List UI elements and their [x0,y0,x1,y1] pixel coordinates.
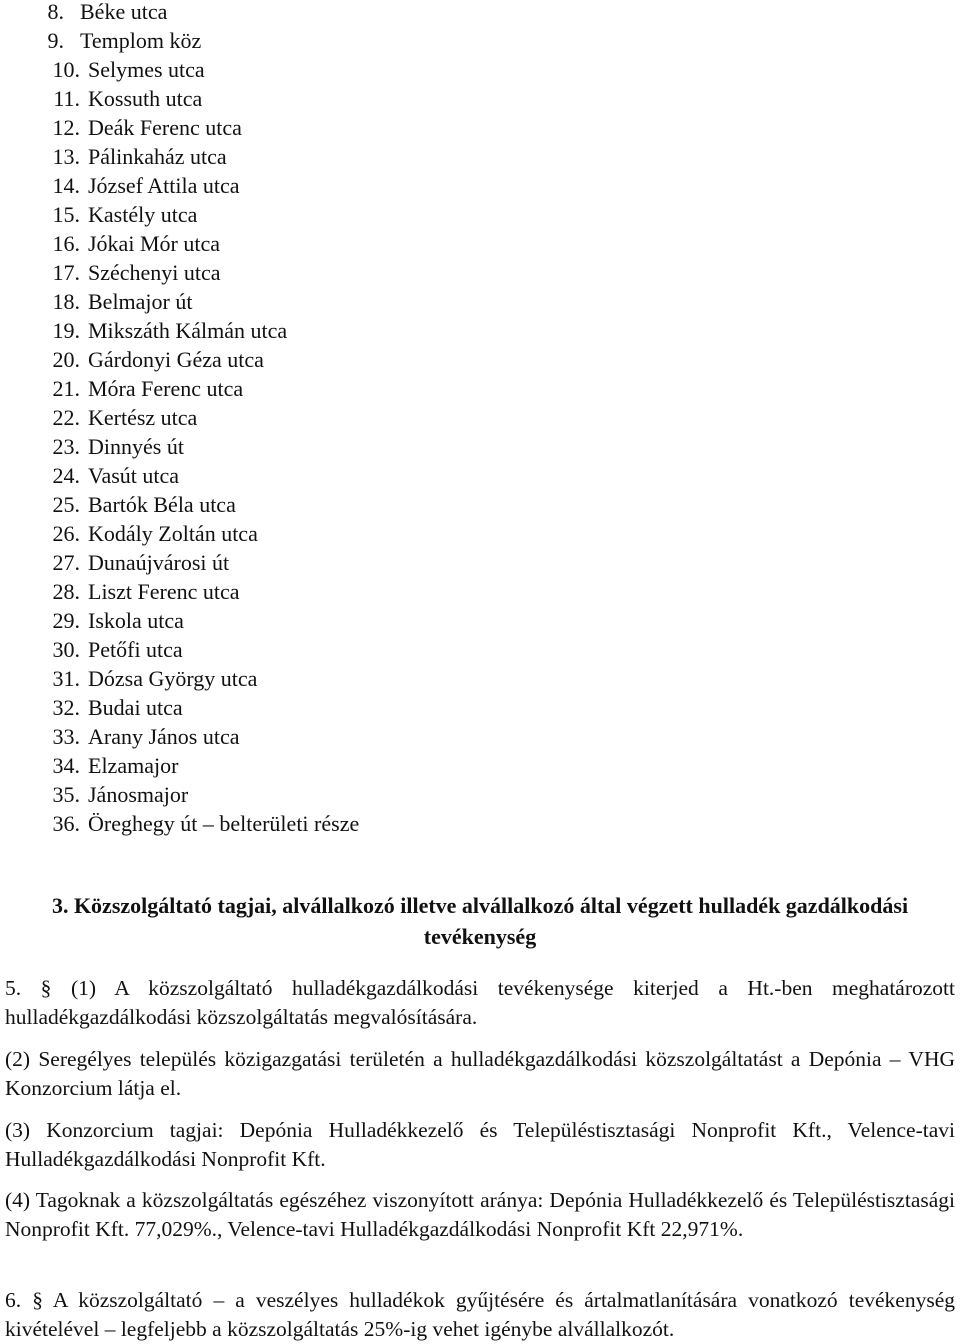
street-list [0,0,359,838]
street-number: 30. [52,637,80,662]
street-name: Béke utca [80,0,168,24]
street-name: Bartók Béla utca [88,492,236,517]
street-number: 16. [52,231,80,256]
paragraph-5-3: (3) Konzorcium tagjai: Depónia Hulladékkezelő és Településtisztasági Nonprofit Kft., Velence-tavi Hulladékgazdálkodási Nonprofit Kft. [5,1118,955,1171]
street-name: Budai utca [88,695,183,720]
street-name: Dunaújvárosi út [88,550,230,575]
street-list-item [0,403,359,432]
paragraph-5-number: 5. [5,976,22,1000]
street-name: Iskola utca [88,608,184,633]
street-name: Petőfi utca [88,637,183,662]
street-name: Kossuth utca [88,86,203,111]
street-number: 22. [52,405,80,430]
street-list-item [0,693,359,722]
street-name: Elzamajor [88,753,179,778]
street-name: Kertész utca [88,405,198,430]
street-list-item [0,0,359,26]
street-number: 24. [52,463,80,488]
street-list-item [0,548,359,577]
street-number: 19. [52,318,80,343]
street-number: 23. [52,434,80,459]
street-name: Gárdonyi Géza utca [88,347,264,372]
paragraph-5-1 [5,974,955,1032]
street-list-item [0,722,359,751]
street-number: 34. [52,753,80,778]
street-name: Kodály Zoltán utca [88,521,258,546]
street-number: 29. [52,608,80,633]
street-list-item [0,635,359,664]
street-name: Belmajor út [88,289,193,314]
street-list-item [0,606,359,635]
street-list-item [0,316,359,345]
street-list-item [0,258,359,287]
street-number: 18. [52,289,80,314]
street-list-item [0,664,359,693]
street-list-item [0,113,359,142]
section-sign: § [32,1288,43,1312]
street-number: 9. [47,28,64,53]
street-list-item [0,200,359,229]
street-list-item [0,229,359,258]
street-name: Jánosmajor [88,782,189,807]
paragraph-5-2: (2) Seregélyes település közigazgatási területén a hulladékgazdálkodási közszolgáltatást a Depónia – VHG Konzorcium látja el. [5,1047,955,1100]
paragraph-6 [5,1286,955,1344]
street-list-item [0,577,359,606]
street-list-item [0,490,359,519]
street-list-item [0,809,359,838]
street-number: 17. [52,260,80,285]
paragraph-5-4: (4) Tagoknak a közszolgáltatás egészéhez viszonyított aránya: Depónia Hulladékkezelő és Településtisztasági Nonprofit Kft. 77,029%., Velence-tavi Hulladékgazdálkodási Nonprofit Kft 22,971%. [5,1188,955,1241]
street-list-item [0,751,359,780]
street-name: Móra Ferenc utca [88,376,244,401]
street-number: 15. [52,202,80,227]
street-name: Széchenyi utca [88,260,221,285]
street-list-item [0,432,359,461]
street-list-item [0,287,359,316]
street-number: 27. [52,550,80,575]
street-name: Deák Ferenc utca [88,115,242,140]
street-number: 13. [52,144,80,169]
street-name: Mikszáth Kálmán utca [88,318,288,343]
street-number: 14. [52,173,80,198]
street-name: Dózsa György utca [88,666,258,691]
street-list-item [0,84,359,113]
street-list-item [0,142,359,171]
street-name: Öreghegy út – belterületi része [88,811,360,836]
paragraph-6-number: 6. [5,1288,22,1312]
street-number: 33. [52,724,80,749]
street-number: 21. [52,376,80,401]
street-name: Liszt Ferenc utca [88,579,240,604]
section-3-heading: 3. Közszolgáltató tagjai, alvállalkozó illetve alvállalkozó által végzett hulladék gazdálkodási tevékenység [51,893,909,949]
street-name: Templom köz [80,28,202,53]
street-name: Arany János utca [88,724,240,749]
paragraph-6-text: A közszolgáltató – a veszélyes hulladékok gyűjtésére és ártalmatlanítására vonatkozó tevékenység kivételével – legfeljebb a közszolgáltatás 25%-ig vehet igénybe alvállalkozót. [5,1288,955,1341]
street-number: 8. [47,0,64,24]
street-list-item [0,780,359,809]
street-name: Vasút utca [88,463,180,488]
street-name: Jókai Mór utca [88,231,220,256]
street-name: Kastély utca [88,202,198,227]
street-number: 26. [52,521,80,546]
street-number: 12. [52,115,80,140]
street-number: 32. [52,695,80,720]
street-list-item [0,461,359,490]
street-number: 31. [52,666,80,691]
street-list-item [0,345,359,374]
street-number: 20. [52,347,80,372]
paragraph-5-1-text: (1) A közszolgáltató hulladékgazdálkodási tevékenysége kiterjed a Ht.-ben meghatározott hulladékgazdálkodási közszolgáltatás megvalósítására. [5,976,956,1029]
street-list-item [0,519,359,548]
street-number: 25. [52,492,80,517]
street-number: 28. [52,579,80,604]
street-number: 36. [52,811,80,836]
street-name: Dinnyés út [88,434,184,459]
street-list-item [0,171,359,200]
street-list-item [0,55,359,84]
street-name: Selymes utca [88,57,205,82]
section-sign: § [40,976,52,1000]
street-name: József Attila utca [88,173,240,198]
street-list-item [0,374,359,403]
street-name: Pálinkaház utca [88,144,227,169]
street-number: 10. [52,57,80,82]
street-list-item [0,26,359,55]
street-number: 35. [52,782,80,807]
street-number: 11. [53,86,80,111]
